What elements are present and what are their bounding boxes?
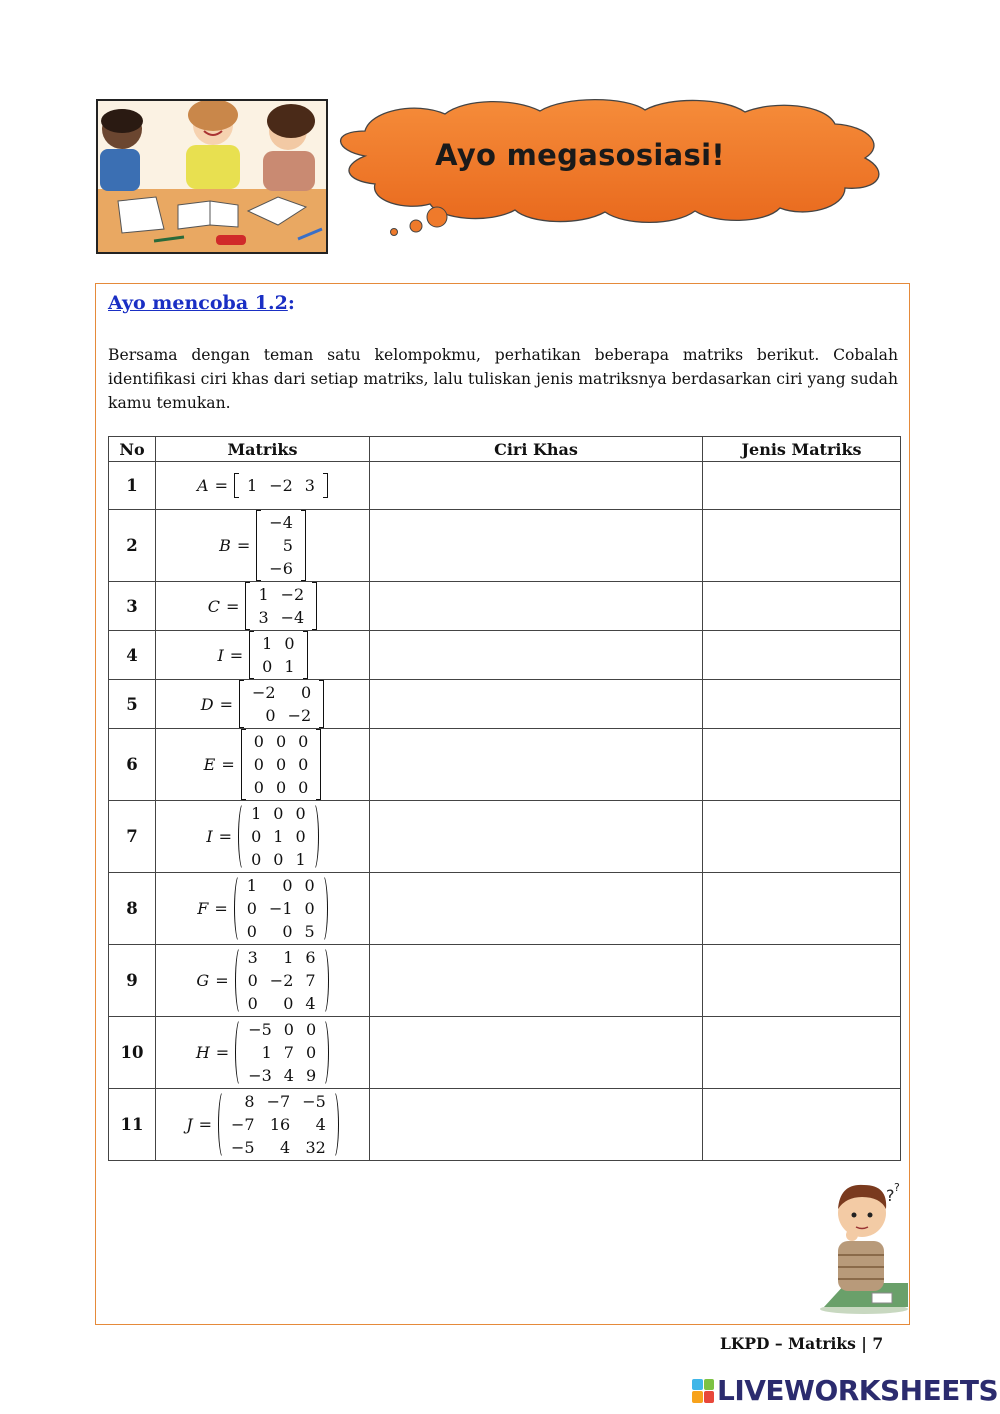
page-footer: LKPD – Matriks | 7 — [720, 1334, 884, 1353]
jenis-matriks-answer-field[interactable] — [703, 729, 901, 801]
matrix-equation — [208, 582, 317, 630]
matrix-entry: −4 — [280, 608, 305, 627]
row-number: 1 — [109, 462, 156, 510]
matrix-entry: 0 — [298, 755, 309, 774]
thinking-boy-illustration — [816, 1175, 912, 1315]
matrix-entry: 0 — [298, 778, 309, 797]
jenis-matriks-answer-field[interactable] — [703, 582, 901, 631]
matrix-bracket — [218, 1089, 339, 1160]
matrix-entry: 1 — [247, 476, 258, 495]
matrix-entry: −5 — [302, 1092, 326, 1111]
matrix-bracket — [241, 729, 322, 800]
ciri-khas-answer-field[interactable] — [370, 945, 703, 1017]
equals-sign: = — [229, 645, 244, 665]
matrix-bracket — [234, 873, 328, 944]
matrix-entry: −5 — [231, 1138, 255, 1157]
ciri-khas-answer-field[interactable] — [370, 1089, 703, 1161]
table-header-row — [109, 437, 901, 462]
matrix-bracket — [238, 801, 319, 872]
jenis-matriks-answer-field[interactable] — [703, 680, 901, 729]
matrix-entry: 1 — [295, 850, 306, 869]
matrix-entry: 0 — [305, 1043, 317, 1062]
equals-sign: = — [221, 755, 235, 774]
matrix-entry: −2 — [269, 971, 294, 990]
matrix-bracket — [249, 631, 307, 679]
matrix-equation — [196, 1017, 329, 1088]
matrix-entry: 6 — [305, 948, 316, 967]
matrix-entry: 0 — [247, 971, 258, 990]
equals-sign: = — [215, 971, 229, 990]
matrix-entry: 1 — [251, 804, 262, 823]
equals-sign: = — [219, 694, 234, 714]
equals-sign: = — [214, 476, 228, 495]
matrix-entry: 4 — [280, 1138, 291, 1157]
matrix-cell — [156, 631, 370, 680]
matrix-table — [108, 436, 901, 1161]
jenis-matriks-answer-field[interactable] — [703, 1017, 901, 1089]
matrix-entry: −2 — [252, 683, 276, 702]
matrix-name: E — [203, 755, 216, 774]
matrix-bracket — [235, 945, 329, 1016]
equals-sign: = — [236, 536, 251, 555]
matrix-entry: 0 — [253, 778, 264, 797]
row-number: 7 — [109, 801, 156, 873]
matrix-entry: 1 — [284, 657, 295, 676]
matrix-bracket — [256, 510, 306, 581]
svg-text:?: ? — [894, 1181, 900, 1194]
matrix-entry: 8 — [244, 1092, 255, 1111]
matrix-equation — [204, 729, 322, 800]
table-row — [109, 873, 901, 945]
equals-sign: = — [215, 1043, 230, 1062]
matrix-entry: 32 — [305, 1138, 326, 1157]
row-number: 11 — [109, 1089, 156, 1161]
matrix-entry: 0 — [273, 804, 284, 823]
matrix-cell — [156, 582, 370, 631]
matrix-entry: 16 — [269, 1115, 291, 1134]
ciri-khas-answer-field[interactable] — [370, 873, 703, 945]
liveworksheets-brand: LIVEWORKSHEETS — [717, 1374, 999, 1407]
header-ciri-khas: Ciri Khas — [370, 437, 703, 462]
matrix-entry: −2 — [287, 706, 312, 725]
matrix-entry: 0 — [275, 755, 287, 774]
jenis-matriks-answer-field[interactable] — [703, 873, 901, 945]
ciri-khas-answer-field[interactable] — [370, 1017, 703, 1089]
matrix-bracket — [235, 1017, 329, 1088]
matrix-entry: 1 — [246, 876, 257, 895]
matrix-entry: 9 — [305, 1066, 317, 1085]
liveworksheets-watermark[interactable] — [692, 1374, 998, 1407]
matrix-entry: 1 — [273, 827, 284, 846]
matrix-entry: 0 — [301, 683, 312, 702]
header-no: No — [109, 437, 156, 462]
matrix-entry: 0 — [253, 732, 264, 751]
matrix-bracket — [239, 680, 324, 728]
students-drawing — [98, 101, 328, 254]
matrix-entry: 0 — [295, 804, 306, 823]
matrix-entry: 0 — [246, 922, 257, 941]
matrix-equation — [206, 801, 318, 872]
table-row — [109, 801, 901, 873]
matrix-entry: −7 — [266, 1092, 291, 1111]
matrix-entry: −3 — [248, 1066, 272, 1085]
matrix-entry: 7 — [305, 971, 316, 990]
table-row — [109, 680, 901, 729]
jenis-matriks-answer-field[interactable] — [703, 801, 901, 873]
matrix-name: C — [207, 596, 221, 616]
matrix-entry: 4 — [283, 1066, 294, 1085]
jenis-matriks-answer-field[interactable] — [703, 631, 901, 680]
matrix-entry: −6 — [269, 559, 293, 578]
matrix-entry: 0 — [273, 850, 284, 869]
table-row — [109, 1089, 901, 1161]
matrix-cell — [156, 1089, 370, 1161]
equals-sign: = — [218, 827, 233, 846]
ciri-khas-answer-field[interactable] — [370, 801, 703, 873]
matrix-equation — [197, 473, 328, 498]
matrix-entry: 0 — [253, 755, 264, 774]
matrix-name: B — [219, 536, 231, 555]
ciri-khas-answer-field[interactable] — [370, 680, 703, 729]
equals-sign: = — [198, 1115, 213, 1134]
matrix-name: I — [217, 645, 224, 665]
matrix-name: A — [197, 476, 209, 495]
matrix-equation — [217, 631, 307, 679]
matrix-cell — [156, 1017, 370, 1089]
matrix-bracket — [234, 473, 328, 498]
table-row — [109, 462, 901, 510]
matrix-equation — [219, 510, 306, 581]
row-number: 9 — [109, 945, 156, 1017]
matrix-equation — [197, 873, 327, 944]
matrix-entry: 5 — [282, 536, 293, 555]
matrix-entry: 1 — [258, 585, 269, 604]
ciri-khas-answer-field[interactable] — [370, 582, 703, 631]
matrix-name: J — [186, 1115, 193, 1134]
ciri-khas-answer-field[interactable] — [370, 729, 703, 801]
matrix-entry: 0 — [247, 994, 258, 1013]
matrix-entry: 0 — [275, 778, 287, 797]
matrix-entry: −7 — [231, 1115, 255, 1134]
cloud-title: Ayo megasosiasi! — [435, 138, 725, 172]
matrix-equation — [196, 945, 328, 1016]
equals-sign: = — [214, 899, 228, 918]
matrix-name: G — [196, 971, 210, 990]
matrix-entry: 0 — [282, 876, 293, 895]
students-illustration — [96, 99, 328, 254]
matrix-entry: 0 — [295, 827, 306, 846]
row-number: 2 — [109, 510, 156, 582]
matrix-entry: 0 — [305, 1020, 317, 1039]
matrix-cell — [156, 801, 370, 873]
matrix-entry: 1 — [262, 634, 273, 653]
activity-title-link[interactable]: Ayo mencoba 1.2 — [108, 292, 288, 314]
matrix-entry: 0 — [275, 732, 287, 751]
ciri-khas-answer-field[interactable] — [370, 631, 703, 680]
matrix-equation — [201, 680, 324, 728]
header-jenis-matriks: Jenis Matriks — [703, 437, 901, 462]
jenis-matriks-answer-field[interactable] — [703, 462, 901, 510]
matrix-entry: 4 — [305, 994, 316, 1013]
ciri-khas-answer-field[interactable] — [370, 510, 703, 582]
matrix-name: I — [206, 827, 213, 846]
liveworksheets-logo-icon — [692, 1379, 714, 1403]
matrix-entry: 0 — [283, 1020, 294, 1039]
matrix-entry: 4 — [315, 1115, 326, 1134]
row-number: 8 — [109, 873, 156, 945]
matrix-cell — [156, 945, 370, 1017]
table-row — [109, 510, 901, 582]
matrix-entry: 0 — [251, 850, 262, 869]
matrix-entry: 0 — [304, 899, 315, 918]
matrix-cell — [156, 680, 370, 729]
matrix-cell — [156, 729, 370, 801]
matrix-entry: 7 — [283, 1043, 294, 1062]
matrix-entry: 0 — [283, 994, 294, 1013]
matrix-entry: 1 — [261, 1043, 272, 1062]
matrix-entry: −5 — [248, 1020, 272, 1039]
jenis-matriks-answer-field[interactable] — [703, 945, 901, 1017]
matrix-entry: 0 — [265, 706, 276, 725]
row-number: 10 — [109, 1017, 156, 1089]
matrix-entry: 0 — [251, 827, 262, 846]
matrix-name: F — [197, 899, 209, 918]
matrix-entry: 0 — [304, 876, 315, 895]
matrix-bracket — [245, 582, 317, 630]
matrix-entry: 3 — [247, 948, 258, 967]
matrix-cell — [156, 462, 370, 510]
matrix-entry: 5 — [304, 922, 315, 941]
table-row — [109, 945, 901, 1017]
matrix-entry: 0 — [246, 899, 257, 918]
matrix-entry: 1 — [283, 948, 294, 967]
matrix-table-body — [109, 462, 901, 1161]
row-number: 6 — [109, 729, 156, 801]
matrix-entry: 0 — [282, 922, 293, 941]
row-number: 3 — [109, 582, 156, 631]
matrix-name: D — [200, 694, 214, 714]
question-mark-icon: ? — [886, 1186, 895, 1205]
activity-title-suffix: : — [287, 292, 295, 314]
equals-sign: = — [226, 596, 240, 616]
row-number: 4 — [109, 631, 156, 680]
activity-heading — [108, 292, 295, 314]
table-row — [109, 729, 901, 801]
matrix-entry: −4 — [269, 513, 293, 532]
matrix-entry: 3 — [258, 608, 269, 627]
jenis-matriks-answer-field[interactable] — [703, 1089, 901, 1161]
ciri-khas-answer-field[interactable] — [370, 462, 703, 510]
matrix-entry: 0 — [262, 657, 273, 676]
matrix-equation — [186, 1089, 339, 1160]
table-row — [109, 631, 901, 680]
matrix-entry: −1 — [268, 899, 293, 918]
matrix-entry: −2 — [269, 476, 293, 495]
table-row — [109, 1017, 901, 1089]
row-number: 5 — [109, 680, 156, 729]
activity-instructions: Bersama dengan teman satu kelompokmu, perhatikan beberapa matriks berikut. Cobalah identifikasi ciri khas dari setiap matriks, lalu tuliskan jenis matriksnya berdasarkan ciri yang sudah kamu temukan. — [108, 346, 898, 412]
matrix-cell — [156, 873, 370, 945]
matrix-entry: 0 — [284, 634, 295, 653]
matrix-entry: 0 — [298, 732, 309, 751]
matrix-entry: 3 — [304, 476, 315, 495]
matrix-entry: −2 — [280, 585, 305, 604]
matrix-name: H — [195, 1043, 210, 1062]
matrix-cell — [156, 510, 370, 582]
table-row — [109, 582, 901, 631]
header-matriks: Matriks — [156, 437, 370, 462]
jenis-matriks-answer-field[interactable] — [703, 510, 901, 582]
